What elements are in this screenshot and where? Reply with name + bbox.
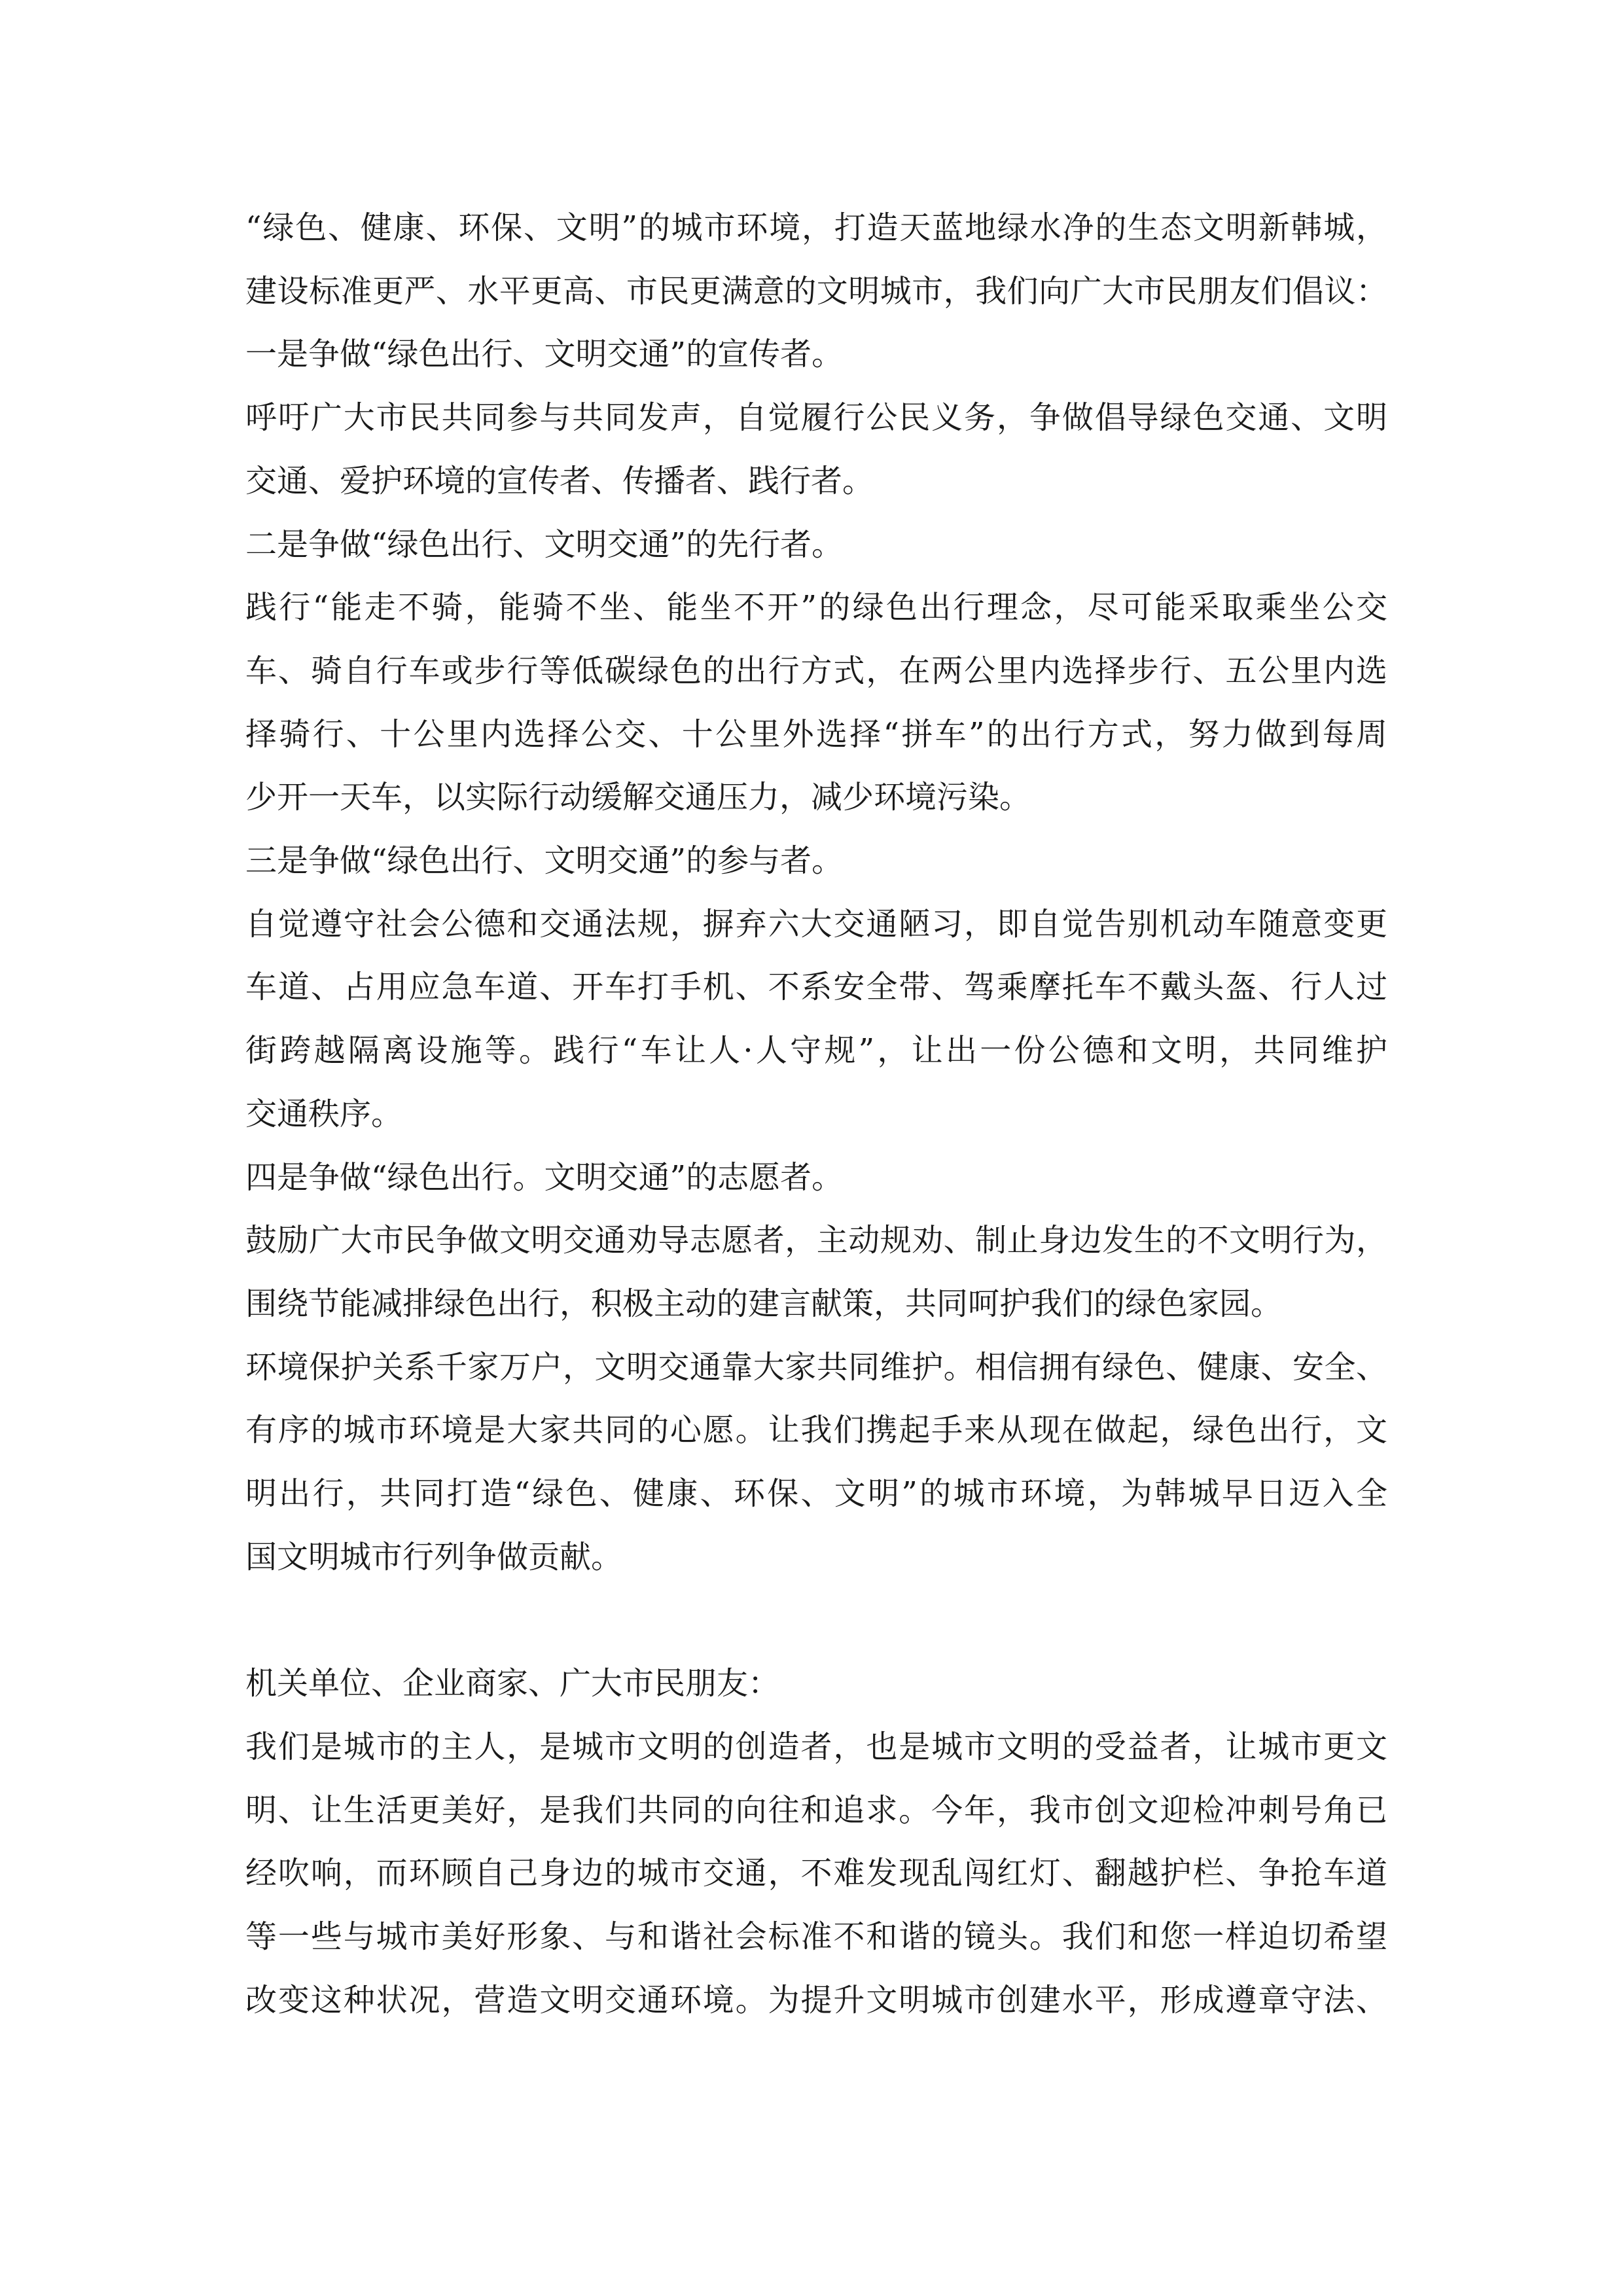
text-line: 自觉遵守社会公德和交通法规，摒弃六大交通陋习，即自觉告别机动车随意变更 <box>245 905 1387 942</box>
text-line: 围绕节能减排绿色出行，积极主动的建言献策，共同呵护我们的绿色家园。 <box>245 1285 1283 1322</box>
text-line: 交通、爱护环境的宣传者、传播者、践行者。 <box>245 462 874 499</box>
text-line: 车道、占用应急车道、开车打手机、不系安全带、驾乘摩托车不戴头盔、行人过 <box>245 969 1387 1006</box>
text-line: “绿色、健康、环保、文明”的城市环境，打造天蓝地绿水净的生态文明新韩城， <box>245 209 1387 246</box>
section-heading: 二是争做“绿色出行、文明交通”的先行者。 <box>245 526 844 563</box>
section-heading: 三是争做“绿色出行、文明交通”的参与者。 <box>245 842 844 880</box>
text-line: 我们是城市的主人，是城市文明的创造者，也是城市文明的受益者，让城市更文 <box>245 1728 1387 1765</box>
text-line: 择骑行、十公里内选择公交、十公里外选择“拼车”的出行方式，努力做到每周 <box>245 715 1387 753</box>
section-heading: 一是争做“绿色出行、文明交通”的宣传者。 <box>245 336 844 373</box>
text-line: 街跨越隔离设施等。践行“车让人·人守规”，让出一份公德和文明，共同维护 <box>245 1032 1387 1069</box>
text-line: 建设标准更严、水平更高、市民更满意的文明城市，我们向广大市民朋友们倡议： <box>245 272 1387 310</box>
text-line: 明出行，共同打造“绿色、健康、环保、文明”的城市环境，为韩城早日迈入全 <box>245 1475 1387 1513</box>
text-line: 践行“能走不骑，能骑不坐、能坐不开”的绿色出行理念，尽可能采取乘坐公交 <box>245 589 1387 626</box>
blank-line <box>245 1588 1387 1652</box>
text-line: 环境保护关系千家万户，文明交通靠大家共同维护。相信拥有绿色、健康、安全、 <box>245 1348 1387 1386</box>
document-body <box>245 196 1387 2032</box>
text-line: 呼吁广大市民共同参与共同发声，自觉履行公民义务，争做倡导绿色交通、文明 <box>245 399 1387 437</box>
text-line: 少开一天车，以实际行动缓解交通压力，减少环境污染。 <box>245 779 1031 816</box>
text-line: 等一些与城市美好形象、与和谐社会标准不和谐的镜头。我们和您一样迫切希望 <box>245 1918 1387 1955</box>
text-line: 国文明城市行列争做贡献。 <box>245 1538 623 1575</box>
salutation: 机关单位、企业商家、广大市民朋友： <box>245 1665 780 1702</box>
text-line: 明、让生活更美好，是我们共同的向往和追求。今年，我市创文迎检冲刺号角已 <box>245 1791 1387 1829</box>
text-line: 改变这种状况，营造文明交通环境。为提升文明城市创建水平，形成遵章守法、 <box>245 1981 1387 2018</box>
text-line: 车、骑自行车或步行等低碳绿色的出行方式，在两公里内选择步行、五公里内选 <box>245 652 1387 689</box>
text-line: 经吹响，而环顾自己身边的城市交通，不难发现乱闯红灯、翻越护栏、争抢车道 <box>245 1855 1387 1892</box>
text-line: 鼓励广大市民争做文明交通劝导志愿者，主动规劝、制止身边发生的不文明行为， <box>245 1222 1387 1259</box>
text-line: 交通秩序。 <box>245 1095 403 1132</box>
section-heading: 四是争做“绿色出行。文明交通”的志愿者。 <box>245 1158 844 1196</box>
text-line: 有序的城市环境是大家共同的心愿。让我们携起手来从现在做起，绿色出行，文 <box>245 1412 1387 1449</box>
